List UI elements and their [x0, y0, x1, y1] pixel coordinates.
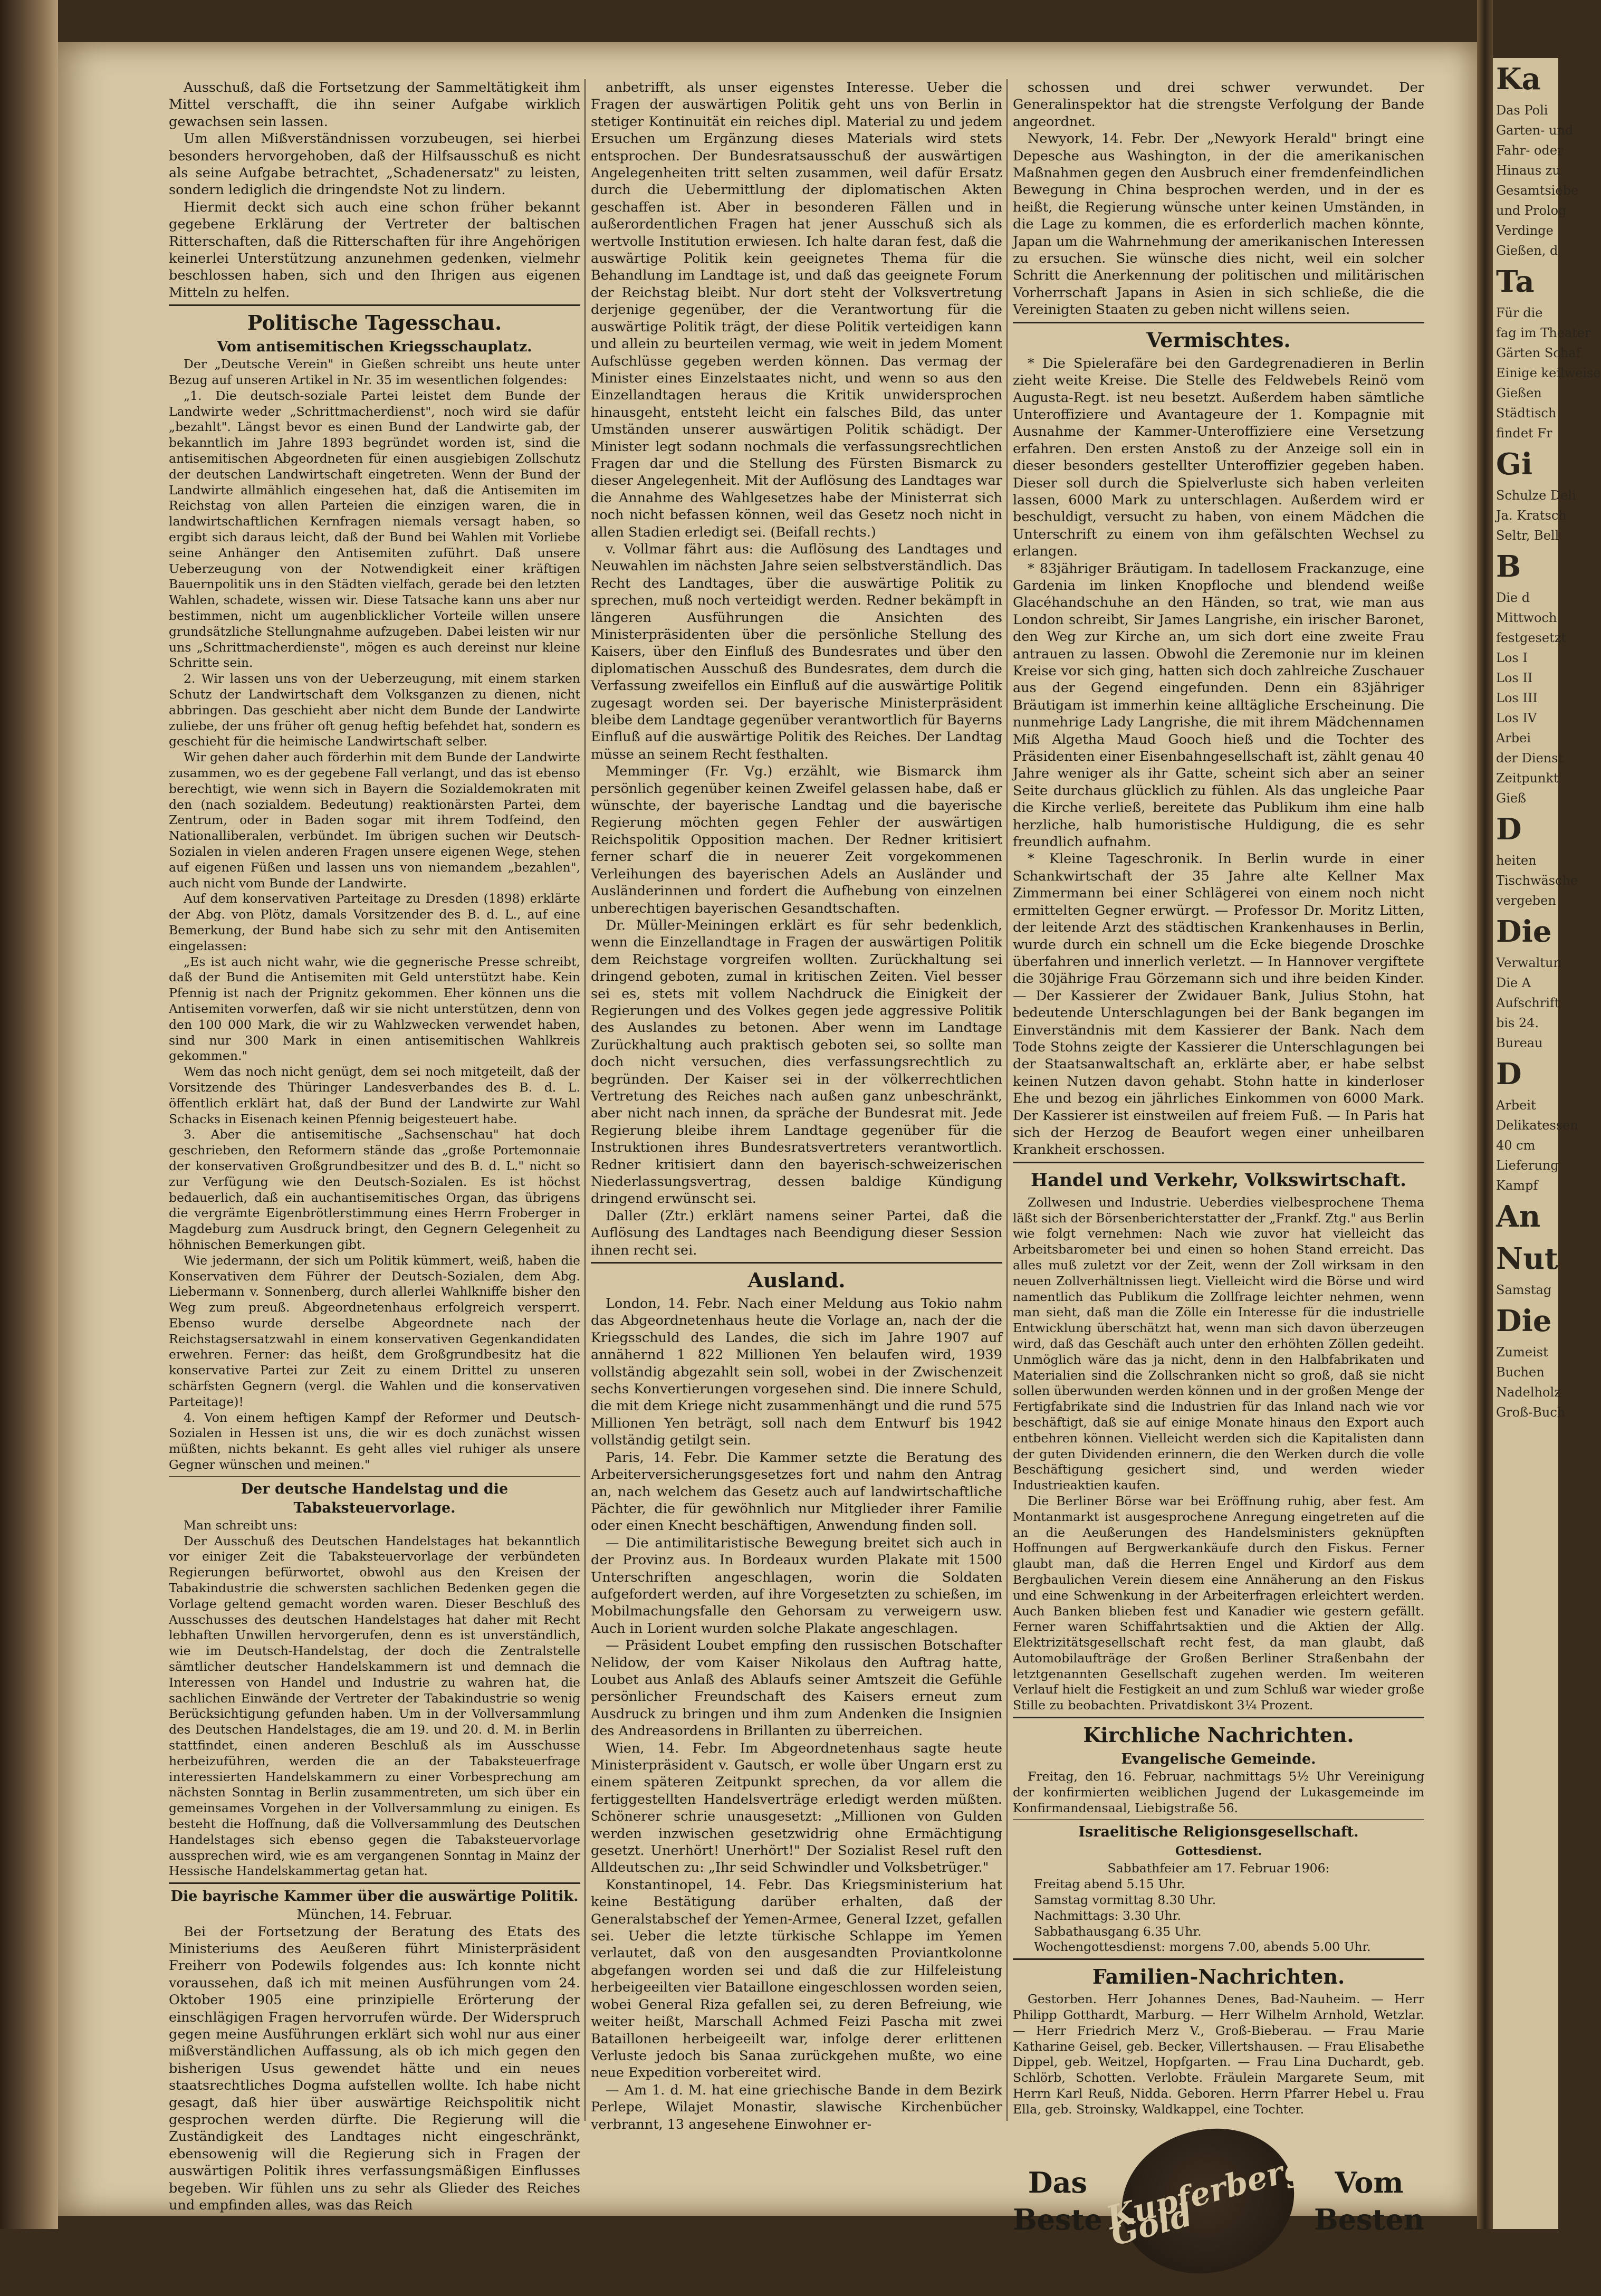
- adjacent-page-fragment: Gießen, d: [1496, 243, 1558, 258]
- church-heading: Kirchliche Nachrichten.: [1083, 1723, 1354, 1747]
- kupferberg-advertisement: [1013, 2127, 1424, 2275]
- ausland-heading: Ausland.: [747, 1268, 846, 1293]
- adjacent-page-fragment: bis 24.: [1496, 1016, 1539, 1030]
- adjacent-page-fragment: Arbeit: [1496, 1098, 1536, 1113]
- column-divider: [1006, 79, 1008, 2121]
- adjacent-page-fragment: Buchen: [1496, 1365, 1545, 1380]
- paragraph: Paris, 14. Febr. Die Kammer setzte die Beratung des Arbeiterversicherungsgesetzes fort und nahm den Antrag an, nach welchem das Gesetz auch auf landwirtschaftliche Pächter, die für gewöhnlich nur Mitglieder ihrer Familie oder einen Knecht beschäftigen, Anwendung finden soll.: [591, 1449, 1002, 1534]
- ad-right-line: Besten: [1314, 2202, 1424, 2236]
- adjacent-page-fragment: An: [1496, 1199, 1541, 1234]
- adjacent-page-fragment: Hinaus zu: [1496, 163, 1560, 178]
- adjacent-page-fragment: Samstag: [1496, 1283, 1552, 1297]
- misc-heading: Vermischtes.: [1146, 328, 1291, 352]
- jewish-title-line: Sabbathfeier am 17. Februar 1906:: [1107, 1861, 1330, 1876]
- section-rule: [1013, 322, 1424, 323]
- paragraph: Memminger (Fr. Vg.) erzählt, wie Bismarck ihm persönlich gegenüber keinen Zweifel gelassen habe, daß er wünschte, der bayerische Landtag und die bayerische Regierung möchten gegen Fehler der auswärtigen Reichspolitik Opposition machen. Der Redner kritisiert ferner scharf die in neuerer Zeit vorgekommenen Verleihungen des bayerischen Adels an Ausländer und Ausländerinnen und fordert die Aufhebung von einzelnen unberechtigen bayerischen Gesandtschaften.: [591, 763, 1002, 916]
- paragraph: Bei der Fortsetzung der Beratung des Etats des Ministeriums des Aeußeren führt Ministerpräsident Freiherr von Podewils folgendes aus: Ich konnte nicht voraussehen, daß ich mit meinen Ausführungen vom 24. Oktober 1905 eine prinzipielle Erörterung der einschlägigen Fragen hervorrufen würde. Der Widerspruch gegen meine Ausführungen erklärt sich wohl nur aus einer mißverständlichen Auffassung, als ob ich mich gegen den bisherigen Usus gewendet hätte und ein neues staatsrechtliches Dogma aufstellen wollte. Ich habe nicht gesagt, daß hier über auswärtige Reichspolitik nicht gesprochen werden dürfte. Die Regierung will die Zuständigkeit des Landtages nicht eingeschränkt, ebensowenig will die Regierung sich in Fragen der auswärtigen Politik ihres verfassungsmäßigen Einflusses begeben. Wir fühlen uns zu sehr als Glieder des Reiches und empfinden alles, was das Reich: [169, 1924, 580, 2214]
- paragraph: Nachmittags: 3.30 Uhr.: [1034, 1908, 1181, 1923]
- economy-heading: Handel und Verkehr, Volkswirtschaft.: [1030, 1169, 1407, 1191]
- adjacent-page-fragment: Lieferung: [1496, 1158, 1559, 1173]
- bayern-heading: Die bayrische Kammer über die auswärtige Politik.: [170, 1888, 579, 1905]
- paragraph: Man schreibt uns:: [184, 1517, 298, 1533]
- economy-article: [1013, 1195, 1424, 1714]
- adjacent-page-fragment: Schulze Deli: [1496, 488, 1576, 503]
- jewish-schedule: [1013, 1877, 1424, 1955]
- adjacent-page-edge: [1493, 58, 1601, 2229]
- paragraph: Wem das noch nicht genügt, dem sei noch mitgeteilt, daß der Vorsitzende des Thüringer Landesverbandes des B. d. L. öffentlich erklärt hat, daß der Bund der Landwirte zur Wahl Schacks in Eisenach keinen Pfennig beigesteuert habe.: [169, 1064, 580, 1126]
- adjacent-page-fragment: der Dienst: [1496, 751, 1564, 766]
- adjacent-page-fragment: Gi: [1496, 447, 1533, 482]
- paragraph: Wochengottesdienst: morgens 7.00, abends 5.00 Uhr.: [1034, 1939, 1371, 1955]
- paragraph: Auf dem konservativen Parteitage zu Dresden (1898) erklärte der Abg. von Plötz, damals Vorsitzender des B. d. L., auf eine Bemerkung, der Bund habe sich zu sehr mit den Antisemiten eingelassen:: [169, 891, 580, 953]
- adjacent-page-fragment: Verwaltun: [1496, 955, 1561, 970]
- column-3: [1013, 79, 1424, 2253]
- paragraph: Ausschuß, daß die Fortsetzung der Sammeltätigkeit ihm Mittel verschafft, die ihn seiner Aufgabe wirklich gewachsen sein lassen.: [169, 80, 580, 130]
- paragraph: Wien, 14. Febr. Im Abgeordnetenhaus sagte heute Ministerpräsident v. Gautsch, er wolle über Ungarn erst zu einem späteren Zeitpunkt sprechen, da vor allem die fertiggestellten Handelsverträge erledigt werden müßten. Schönerer schrie unausgesetzt: „Millionen von Gulden werden inzwischen gesetzwidrig ohne Ermächtigung gesetzt. Unerhört! Unerhört!" Der Sozialist Resel ruft den Alldeutschen zu: „Ihr seid Schwindler und Volksbetrüger.": [591, 1740, 1002, 1876]
- paragraph: v. Vollmar fährt aus: die Auflösung des Landtages und Neuwahlen im nächsten Jahre seien selbstverständlich. Das Recht des Landtages, über die auswärtige Politik zu sprechen, muß noch verteidigt werden. Redner bekämpft in längeren Ausführungen die Ansichten des Ministerpräsidenten über die persönliche Stellung des Kaisers, über den Einfluß des Bundesrates und über den diplomatischen Ausschuß des Bundesrates, dem durch die Verfassung zweifellos ein Einfluß auf die auswärtige Politik zugesagt worden sei. Der bayerische Ministerpräsident bleibe dem Landtage gegenüber verantwortlich für Bayerns Einfluß auf die auswärtige Politik des Reiches. Der Landtag müsse an seinem Recht festhalten.: [591, 541, 1002, 762]
- paragraph: Hiermit deckt sich auch eine schon früher bekannt gegebene Erklärung der Vertreter der baltischen Ritterschaften, daß die Ritterschaften für ihre Angehörigen keinerlei Unterstützung anzunehmen gedenken, vielmehr beschlossen haben, sich und den Ihrigen aus eigenen Mitteln zu helfen.: [169, 199, 580, 301]
- adjacent-page-fragment: Groß-Buch: [1496, 1405, 1566, 1420]
- ausland-article: [591, 1295, 1002, 2133]
- adjacent-page-fragment: festgesetzt: [1496, 630, 1567, 645]
- church-text: Freitag, den 16. Februar, nachmittags 5½ Uhr Vereinigung der konfirmierten weiblichen Jugend der Lukasgemeinde im Konfirmandensaal, Liebigstraße 56.: [1013, 1769, 1424, 1815]
- family-heading: Familien-Nachrichten.: [1092, 1965, 1345, 1989]
- paragraph: Der „Deutsche Verein" in Gießen schreibt uns heute unter Bezug auf unseren Artikel in Nr. 35 im wesentlichen folgendes:: [169, 357, 580, 388]
- adjacent-page-fragment: fag im Theater: [1496, 326, 1591, 340]
- adjacent-page-fragment: Fahr- oder: [1496, 143, 1564, 158]
- section-rule: [169, 1882, 580, 1884]
- bayern-article-continued: [591, 79, 1002, 1259]
- adjacent-page-fragment: Zeitpunkt: [1496, 771, 1559, 786]
- section-rule: [1013, 1162, 1424, 1163]
- adjacent-page-fragment: Das Poli: [1496, 103, 1548, 118]
- paragraph: „1. Die deutsch-soziale Partei leistet dem Bunde der Landwirte weder „Schrittmacherdienst", noch wird sie dafür „bezahlt". Längst bevor es einen Bund der Landwirte gab, der bekanntlich im Jahre 1893 begründet worden ist, sind die antisemitischen Abgeordneten für einen ausgiebigen Zollschutz der deutschen Landwirtschaft eingetreten. Wenn der Bund der Landwirte allmählich eingesehen hat, daß die Antisemiten im Reichstag von allen Parteien die einzigen waren, die in landwirtschaftlichen Kernfragen niemals versagt haben, so ergibt sich daraus leicht, daß der Bund bei Wahlen mit Vorliebe seine Anhänger den Antisemiten zuführt. Daß unsere Ueberzeugung von der Notwendigkeit einer kräftigen Bauernpolitik uns in den Städten vielfach, gerade bei den letzten Wahlen, schadete, wissen wir. Diese Tatsache kann uns aber nur bestimmen, nicht um augenblicklicher Vorteile willen unsere grundsätzliche Stellungnahme aufzugeben. Dabei leisten wir nur uns „Schrittmacherdienste", mögen es auch dereinst nur kleine Schritte sein.: [169, 388, 580, 671]
- adjacent-page-fragment: Verdinge: [1496, 223, 1554, 238]
- paragraph: Dr. Müller-Meiningen erklärt es für sehr bedenklich, wenn die Einzellandtage in Fragen der auswärtigen Politik dem Reichstage vorgreifen wollten. Zurückhaltung sei dringend geboten, zumal in kritischen Zeiten. Viel besser sei es, stets mit vollem Nachdruck die Einigkeit der Regierungen und des Volkes gegen jede aggressive Politik des Auslandes zu betonen. Aber wenn im Landtage Zurückhaltung auch praktisch geboten sei, so sollte man doch nicht versuchen, dies verfassungsrechtlich zu begründen. Der Kaiser sei in der völkerrechtlichen Vertretung des Reiches nach außen ganz unbeschränkt, aber nicht nach innen, da spräche der Bundesrat mit. Jede Regierung bleibe ihrem Landtage gegenüber für die Instruktionen ihres Bundesratsvertreters verantwortlich. Redner kritisiert dann den bayerisch-schweizerischen Niederlassungsvertrag, dessen baldige Kündigung dringend erwünscht sei.: [591, 917, 1002, 1207]
- foreign-news-continued: [1013, 79, 1424, 319]
- adjacent-page-fragment: findet Fr: [1496, 426, 1552, 441]
- adjacent-page-fragment: Für die: [1496, 305, 1543, 320]
- paragraph: Wie jedermann, der sich um Politik kümmert, weiß, haben die Konservativen dem Führer der Deutsch-Sozialen, dem Abg. Liebermann v. Sonnenberg, durch allerlei Wahlkniffe bisher den Weg zum preuß. Abgeordnetenhaus erfolgreich versperrt. Ebenso wurde derselbe Abgeordnete nach der Reichstagsersatzwahl in einem konservativen Gegenkandidaten erwehren. Ferner: das heißt, dem Großgrundbesitz hat die konservative Partei zur Zeit zu einem Drittel zu unseren schärfsten Gegnern (vergl. die Wahlen und die konservativen Parteitage)!: [169, 1252, 580, 1409]
- book-spine: [0, 0, 58, 2229]
- adjacent-page-fragment: D: [1496, 812, 1522, 847]
- family-text: Gestorben. Herr Johannes Denes, Bad-Nauheim. — Herr Philipp Gotthardt, Marburg. — Herr Wilhelm Arnhold, Wetzlar. — Herr Friedrich Merz V., Groß-Bieberau. — Frau Marie Katharine Geisel, geb. Becker, Villertshausen. — Frau Elisabethe Dippel, geb. Weitzel, Hopfgarten. — Frau Lina Duchardt, geb. Schlörb, Schotten. Verlobte. Fräulein Margarete Seum, mit Herrn Karl Reuß, Nidda. Geboren. Herrn Pfarrer Hebel u. Frau Ella, geb. Stroinsky, Waldkappel, eine Tochter.: [1013, 1992, 1424, 2117]
- paragraph: — Am 1. d. M. hat eine griechische Bande in dem Bezirk Perlepe, Wilajet Monastir, slawische Kirchenbücher verbrannt, 13 angesehene Einwohner er-: [591, 2082, 1002, 2132]
- adjacent-page-fragment: Einige keilweise: [1496, 366, 1601, 380]
- ad-logo-emblem: Kupferberg Gold: [1106, 2110, 1311, 2292]
- adjacent-page-fragment: Gärten Schaf: [1496, 346, 1581, 360]
- adjacent-page-fragment: Gieß: [1496, 791, 1527, 806]
- paragraph: * Die Spielerafäre bei den Gardegrenadieren in Berlin zieht weite Kreise. Die Stelle des Feldwebels Reinö vom Augusta-Regt. ist neu besetzt. Außerdem haben sämtliche Unteroffiziere und Avantageure der 1. Kompagnie mit Ausnahme der Kammer-Unteroffiziere eine Versetzung erfahren. Den ersten Anstoß zu der Anzeige soll ein in dieser besonders gestellter Unteroffizier gegeben haben. Dieser soll durch die Spielverluste sich haben verleiten lassen, 6000 Mark zu unterschlagen. Außerdem wird er beschuldigt, versucht zu haben, von einem Mädchen die Unterschrift zu einem von ihm gefälschten Wechsel zu erlangen.: [1013, 355, 1424, 560]
- adjacent-page-fragment: Seltr, Bell: [1496, 528, 1559, 543]
- column-2: [591, 79, 1002, 2132]
- section-rule: [169, 1476, 580, 1477]
- paragraph: „Es ist auch nicht wahr, wie die gegnerische Presse schreibt, daß der Bund die Antisemiten mit Geld unterstützt habe. Kein Pfennig ist nach der Prignitz gekommen. Eher können uns die Antisemiten vorwerfen, daß wir sie nicht unterstützen, denn von den 100 000 Mark, die wir zu Wahlzwecken verwendet haben, sind nur 300 Mark in einen antisemitischen Wahlkreis gekommen.": [169, 954, 580, 1064]
- bayern-article: [169, 1924, 580, 2214]
- adjacent-page-fragment: Bureau: [1496, 1036, 1543, 1050]
- ad-left-line: Das: [1028, 2165, 1087, 2199]
- adjacent-page-fragment: Städtisch: [1496, 406, 1557, 420]
- adjacent-page-fragment: Nadelholz: [1496, 1385, 1561, 1400]
- adjacent-page-fragment: und Prolog: [1496, 203, 1567, 218]
- paragraph: Newyork, 14. Febr. Der „Newyork Herald" bringt eine Depesche aus Washington, in der die amerikanischen Maßnahmen gegen den Ausbruch einer fremdenfeindlichen Bewegung in China besprochen werden, und in der es heißt, die Regierung wünsche unter keinen Umständen, in die Lage zu kommen, die es erforderlich machen könnte, Japan um die Wahrnehmung der amerikanischen Interessen zu ersuchen. Sie wünsche dies nicht, weil ein solcher Schritt die Anerkennung der politischen und militärischen Vorherrschaft Japans in Asien in sich schließe, die die Vereinigten Staaten zu geben nicht willens seien.: [1013, 131, 1424, 318]
- tabak-article: [169, 1518, 580, 1879]
- adjacent-page-fragment: Los III: [1496, 691, 1538, 705]
- adjacent-page-fragment: Garten- und: [1496, 123, 1574, 138]
- paragraph: schossen und drei schwer verwundet. Der Generalinspektor hat die strengste Verfolgung der Bande angeordnet.: [1013, 80, 1424, 130]
- adjacent-page-fragment: Los II: [1496, 671, 1533, 685]
- paragraph: Der Ausschuß des Deutschen Handelstages hat bekanntlich vor einiger Zeit die Tabaksteuervorlage der verbündeten Regierungen befürwortet, obwohl aus den Kreisen der Tabakindustrie die schwersten sachlichen Bedenken gegen die Vorlage geltend gemacht worden waren. Dieser Beschluß des Ausschusses des deutschen Handelstages hat daher mit Recht lebhaften Unwillen hervorgerufen, denn es ist unverständlich, wie im Deutsch-Handelstag, der doch die Zentralstelle sämtlicher deutscher Handelskammern ist und demnach die Interessen von Handel und Industrie zu wahren hat, die sachlichen Einwände der Vertreter der Tabakindustrie so wenig Berücksichtigung gefunden haben. Um in der Vollversammlung des Deutschen Handelstages, die am 19. und 20. d. M. in Berlin stattfindet, einen anderen Beschluß als im Ausschusse herbeizuführen, werden die an der Tabaksteuerfrage interessierten Handelskammern zu einer Vorbesprechung am nächsten Sonntag in Berlin zusammentreten, um sich über ein gemeinsames Vorgehen in der Vollversammlung zu einigen. Es besteht die Hoffnung, daß die Vollversammlung des Deutschen Handelstages sich ebenso gegen die Tabaksteuervorlage aussprechen wird, wie es am vergangenen Sonntag in Mainz der Hessische Handelskammertag getan hat.: [169, 1533, 580, 1879]
- adjacent-page-fragment: Ja. Kratsch: [1496, 508, 1567, 523]
- section-rule: [1013, 1717, 1424, 1718]
- adjacent-page-fragment: Gesamtsiebe: [1496, 183, 1579, 198]
- paragraph: 2. Wir lassen uns von der Ueberzeugung, mit einem starken Schutz der Landwirtschaft dem Volksganzen zu dienen, nicht abbringen. Das geschieht aber nicht dem Bunde der Landwirte zuliebe, der uns früher oft genug heftig befehdet hat, sondern es geschieht für die heimische Landwirtschaft selber.: [169, 671, 580, 749]
- paragraph: Die Berliner Börse war bei Eröffnung ruhig, aber fest. Am Montanmarkt ist ausgesprochene Anregung eingetreten auf die an die Aeußerungen des Handelsministers geknüpften Hoffnungen auf Bergwerkankäufe durch den Fiskus. Ferner glaubt man, daß die Herren Engel und Kirdorf aus dem Bergbaulichen Verein diesem eine Annäherung an den Fiskus und eine Schwenkung in der Arbeiterfragen erleichtert werden. Auch Banken blieben fest und Kanadier wie gestern gefällt. Ferner waren Schiffahrtsaktien und die Aktien der Allg. Elektrizitätsgesellschaft recht fest, da man glaubt, daß Automobilaufträge der Großen Berliner Straßenbahn der letztgenannten Gesellschaft zugehen werden. Im weiteren Verlauf hielt die Festigkeit an und zum Schluß war wieder große Stille zu beobachten. Privatdiskont 3¼ Prozent.: [1013, 1493, 1424, 1713]
- paragraph: Freitag abend 5.15 Uhr.: [1034, 1877, 1185, 1892]
- paragraph: 4. Von einem heftigen Kampf der Reformer und Deutsch-Sozialen in Hessen ist uns, die wir es doch zunächst wissen müßten, nichts bekannt. Es geht alles viel ruhiger als unsere Gegner wünschen und meinen.": [169, 1410, 580, 1472]
- adjacent-page-fragment: Ka: [1496, 62, 1541, 97]
- adjacent-page-fragment: heiten: [1496, 853, 1537, 868]
- tabak-heading: Der deutsche Handelstag und die Tabaksteuervorlage.: [241, 1480, 509, 1516]
- adjacent-page-fragment: Kampf: [1496, 1178, 1538, 1193]
- politics-heading: Politische Tagesschau.: [247, 311, 502, 335]
- column-divider: [584, 79, 586, 2121]
- paragraph: Sabbathausgang 6.35 Uhr.: [1034, 1924, 1202, 1939]
- adjacent-page-fragment: Die d: [1496, 590, 1530, 605]
- politics-article: [169, 357, 580, 1473]
- section-rule: [1013, 1958, 1424, 1960]
- ad-left-line: Beste: [1013, 2202, 1103, 2236]
- ad-right-text: [1314, 2164, 1424, 2238]
- adjacent-page-fragment: Delikatessen: [1496, 1118, 1578, 1133]
- bayern-dateline: München, 14. Februar.: [296, 1907, 453, 1923]
- church-subheading: Evangelische Gemeinde.: [1121, 1751, 1316, 1768]
- adjacent-page-fragment: Tischwäsche: [1496, 873, 1578, 888]
- paragraph: Samstag vormittag 8.30 Uhr.: [1034, 1892, 1216, 1908]
- ad-left-text: [1013, 2164, 1103, 2238]
- adjacent-page-fragment: Nut: [1496, 1241, 1558, 1276]
- adjacent-page-fragment: Ta: [1496, 264, 1535, 299]
- paragraph: — Die antimilitaristische Bewegung breitet sich auch in der Provinz aus. In Bordeaux wurden Plakate mit 1500 Unterschriften angeschlagen, worin die Soldaten aufgefordert werden, auf ihre Vorgesetzten zu schießen, im Mobilmachungsfalle den Gehorsam zu verweigern usw. Auch in Lorient wurden solche Plakate angeschlagen.: [591, 1535, 1002, 1637]
- paragraph: Wir gehen daher auch förderhin mit dem Bunde der Landwirte zusammen, wo es der gegebene Fall verlangt, und das ist ebenso berechtigt, wie wenn sich in Bayern die Sozialdemokraten mit den (nach sozialdem. Bedeutung) reaktionärsten Partei, dem Zentrum, oder in Baden sogar mit ihrem Todfeind, den Nationalliberalen, verbündet. Im übrigen suchen wir Deutsch-Sozialen in vielen anderen Fragen unsere eigenen Wege, stehen auf eigenen Füßen und lassen uns von niemandem „bezahlen", auch nicht vom Bunde der Landwirte.: [169, 750, 580, 891]
- paragraph: — Präsident Loubet empfing den russischen Botschafter Nelidow, der vom Kaiser Nikolaus den Auftrag hatte, Loubet aus Anlaß des Ablaufs seiner Amtszeit die Gefühle persönlicher Freundschaft des Kaisers erneut zum Ausdruck zu bringen und ihm zum Andenken die Insignien des Andreasordens in Brillanten zu überreichen.: [591, 1638, 1002, 1739]
- ad-right-line: Vom: [1335, 2165, 1404, 2199]
- adjacent-page-fragment: Die: [1496, 914, 1552, 949]
- adjacent-page-fragment: Gießen: [1496, 386, 1542, 400]
- section-rule: [169, 304, 580, 306]
- paragraph: Um allen Mißverständnissen vorzubeugen, sei hierbei besonders hervorgehoben, daß der Hilfsausschuß es nicht als seine Aufgabe betrachtet, „Schadenersatz" zu leisten, sondern lediglich die dringendste Not zu lindern.: [169, 131, 580, 198]
- adjacent-page-fragment: Zumeist: [1496, 1345, 1548, 1360]
- adjacent-page-fragment: Aufschrift: [1496, 996, 1560, 1010]
- adjacent-page-fragment: Los I: [1496, 650, 1528, 665]
- paragraph: Daller (Ztr.) erklärt namens seiner Partei, daß die Auflösung des Landtages nach Beendigung dieser Session ihnen recht sei.: [591, 1208, 1002, 1258]
- page-gutter: [1477, 0, 1493, 2229]
- paragraph: London, 14. Febr. Nach einer Meldung aus Tokio nahm das Abgeordnetenhaus heute die Vorlage an, nach der die Kriegsschuld des Landes, die sich im Jahre 1907 auf annähernd 1 822 Millionen Yen belaufen wird, 1939 vollständig abgezahlt sein soll, wobei in der Zwischenzeit sechs Konvertierungen vorgesehen sind. Die innere Schuld, die mit dem Kriege nicht zusammenhängt und die rund 575 Millionen Yen beträgt, soll nach dem Entwurf bis 1942 vollständig getilgt sein.: [591, 1296, 1002, 1449]
- adjacent-page-fragment: Die A: [1496, 975, 1531, 990]
- adjacent-page-fragment: 40 cm: [1496, 1138, 1536, 1153]
- adjacent-page-fragment: vergeben: [1496, 893, 1556, 908]
- section-rule: [1013, 1819, 1424, 1820]
- misc-article: [1013, 355, 1424, 1159]
- paragraph: anbetrifft, als unser eigenstes Interesse. Ueber die Fragen der auswärtigen Politik geht uns von Berlin in stetiger Kontinuität ein reiches dipl. Material zu und jedem Ersuchen um Ergänzung dieses Materials wird stets entsprochen. Der Bundesratsausschuß der auswärtigen Angelegenheiten tritt selten zusammen, weil dafür Ersatz durch die Uebermittlung der diplomatischen Akten geschaffen ist. Aber in besonderen Fällen und in außerordentlichen Fragen hat jener Ausschuß sich als wertvolle Institution erwiesen. Ich halte daran fest, daß die auswärtige Politik kein geeignetes Thema für die Behandlung im Landtage ist, und daß das geeignete Forum der Reichstag bleibt. Nur dort steht der Volksvertretung derjenige gegenüber, der die Verantwortung für die auswärtige Politik trägt, der diese Politik verteidigen kann und allein zu beurteilen vermag, wie weit in jedem Moment Aufschlüsse gegeben werden können. Das vermag der Minister eines Einzelstaates nicht, und wenn so aus den Einzellandtagen heraus die Kritik unwidersprochen hinausgeht, entsteht leicht ein falsches Bild, das unter Umständen unserer auswärtigen Politik schädigt. Der Minister legt sodann nochmals die verfassungsrechtlichen Fragen dar und die Stellung des Fürsten Bismarck zu dieser Angelegenheit. Mit der Auflösung des Landtages war die Annahme des Wahlgesetzes habe der Ministerrat sich noch nicht befassen können, weil das Gesetz noch nicht in allen Stadien erledigt sei. (Beifall rechts.): [591, 80, 1002, 540]
- adjacent-page-fragment: Mittwoch: [1496, 610, 1557, 625]
- paragraph: 3. Aber die antisemitische „Sachsenschau" hat doch geschrieben, den Reformern stände das „große Portemonnaie der konservativen Großgrundbesitzer und des B. d. L." nicht so zur Verfügung wie den Deutsch-Sozialen. Es ist höchst bedauerlich, daß ein auchantisemitisches Organ, das übrigens die vergrämte Eigenbrötlerstimmung eines Herrn Froberger in Magdeburg zum Ausdruck bringt, den Gegnern Gelegenheit zu höhnischen Bemerkungen gibt.: [169, 1127, 580, 1252]
- column-1: [169, 79, 580, 2214]
- intro-block: [169, 79, 580, 301]
- adjacent-page-fragment: Arbei: [1496, 731, 1531, 745]
- adjacent-page-fragment: D: [1496, 1057, 1522, 1092]
- paragraph: Zollwesen und Industrie. Ueberdies vielbesprochene Thema läßt sich der Börsenberichterstatter der „Frankf. Ztg." aus Berlin wie folgt vernehmen: Nach wie zuvor hat vielleicht das Arbeitsbarometer bei und einen so hohen Stand erreicht. Das alles muß zuletzt vor der Zeit, wenn der Zoll wirksam in den neuen Zollverhältnissen liegt. Vielleicht wird die Börse und wird namentlich das Publikum die Zollfrage leichter nehmen, wenn man sieht, daß man die Zölle ein Interesse für die industrielle Entwicklung überschätzt hat, wenn man sich davon überzeugen wird, daß das Geschäft auch unter den erhöhten Zöllen gedeiht. Unmöglich wäre das ja nicht, denn in den Halbfabrikaten und Materialien sind die Zollschranken nicht so groß, daß sie nicht sollen überwunden werden können und in der großen Menge der Fertigfabrikate sind die Industrien für das Inland nach wie vor beschäftigt, daß sie auf einige Monate hinaus den Export auch entbehren können. Vielleicht werden sich die Kapitalisten dann der guten Dividenden erinnern, die den Werken durch die volle Beschäftigung gesichert sind, und werden wieder Industrieaktien kaufen.: [1013, 1194, 1424, 1493]
- paragraph: Konstantinopel, 14. Febr. Das Kriegsministerium hat keine Bestätigung darüber erhalten, daß der Generalstabschef der Yemen-Armee, General Izzet, gefallen sei. Ueber die letzte türkische Schlappe im Yemen verlautet, daß von den ausgesandten Proviantkolonne abgefangen worden sei und daß die zur Hilfeleistung herbeigeeilten vier Bataillone eingeschlossen worden seien, wobei General Riza gefallen sei, zu deren Befreiung, wie weiter heißt, Marschall Achmed Feizi Pascha mit zwei Bataillonen herbeigeeilt war, infolge derer erlittenen Verluste jedoch bis Sanaa zurückgehen mußte, wo eine neue Expedition vorbereitet wird.: [591, 1877, 1002, 2081]
- section-rule: [591, 1262, 1002, 1264]
- adjacent-page-fragment: Los IV: [1496, 711, 1537, 725]
- adjacent-page-fragment: B: [1496, 549, 1521, 584]
- paragraph: * 83jähriger Bräutigam. In tadellosem Frackanzuge, eine Gardenia im linken Knopfloche und blendend weiße Glacéhandschuhe an den Händen, so trat, wie man aus London schreibt, Sir James Langrishe, ein irischer Baronet, den Weg zur Kirche an, um sich dort eine zweite Frau antrauen zu lassen. Obwohl die Zeremonie nur im kleinen Kreise vor sich ging, hatten sich doch zahlreiche Zuschauer aus der Gegend eingefunden. Denn ein 83jähriger Bräutigam ist immerhin keine alltägliche Erscheinung. Die nunmehrige Lady Langrishe, die mit ihrem Mädchennamen Miß Algetha Maud Gooch hieß und die Tochter des Präsidenten einer Eisenbahngesellschaft ist, zählt genau 40 Jahre weniger als ihr Gatte, scheint sich aber an seiner Seite durchaus glücklich zu fühlen. Als das ungleiche Paar die Kirche verließ, bereitete das Publikum ihm eine halb herzliche, halb humoristische Huldigung, die es sehr freundlich aufnahm.: [1013, 560, 1424, 850]
- politics-subheading: Vom antisemitischen Kriegsschauplatz.: [217, 339, 532, 356]
- jewish-heading: Israelitische Religionsgesellschaft.: [1078, 1824, 1359, 1841]
- adjacent-page-fragment: Die: [1496, 1304, 1552, 1338]
- jewish-subheading: Gottesdienst.: [1175, 1844, 1262, 1859]
- paragraph: * Kleine Tageschronik. In Berlin wurde in einer Schankwirtschaft der 35 Jahre alte Kellner Max Zimmermann bei einer Schlägerei von einem noch nicht ermittelten Gegner erwürgt. — Professor Dr. Moritz Litten, der leitende Arzt des städtischen Krankenhauses in Berlin, wurde durch ein schnell um die Ecke biegende Droschke überfahren und innerlich verletzt. — In Hannover vergiftete die 30jährige Frau Görzemann sich und ihre beiden Kinder. — Der Kassierer der Zwidauer Bank, Julius Stohn, hat bedeutende Unterschlagungen bei der Bank begangen im Einverständnis mit dem Kassierer der Bank. Nach dem Tode Stohns zeigte der Kassierer die Unterschlagungen bei der Staatsanwaltschaft an, erklärte aber, er habe selbst keinen Nutzen davon gehabt. Stohn hatte in kinderloser Ehe und bezog ein jährliches Einkommen von 6000 Mark. Der Kassierer ist einstweilen auf freiem Fuß. — In Paris hat sich der Herzog de Beaufort wegen einer unheilbaren Krankheit erschossen.: [1013, 851, 1424, 1158]
